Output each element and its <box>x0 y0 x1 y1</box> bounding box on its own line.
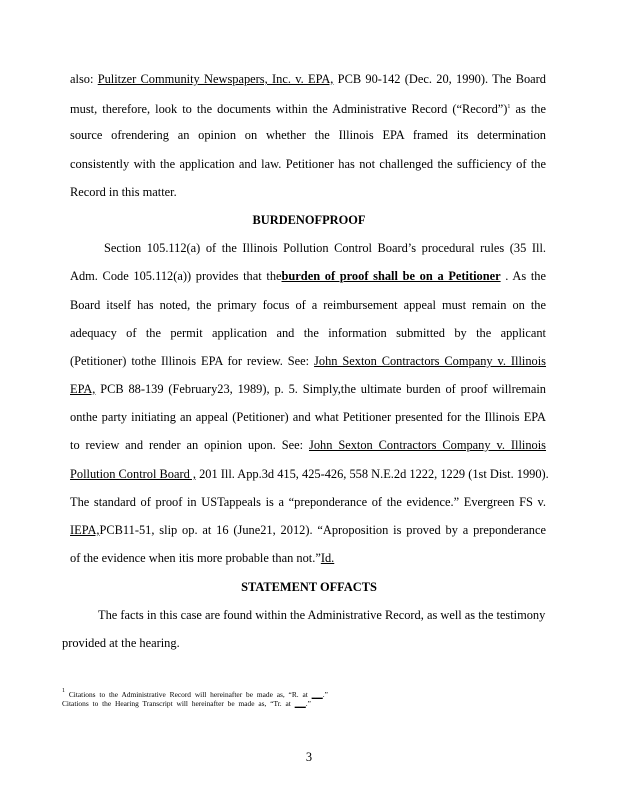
p3-line-1: The facts in this case are found within the Administrative Record, as well as the testimony <box>98 608 546 622</box>
case-citation: EPA, <box>70 382 96 396</box>
footnote-ref: 1 <box>507 104 511 110</box>
p2-line-5: (Petitioner) tothe Illinois EPA for review. See: John Sexton Contractors Company v. Illinois <box>70 354 547 368</box>
p1-line-3: source ofrendering an opinion on whether the Illinois EPA framed its determination <box>70 128 546 142</box>
case-citation: Pollution Control Board , <box>70 467 196 481</box>
case-citation: IEPA, <box>70 523 100 537</box>
p2-line-1: Section 105.112(a) of the Illinois Pollution Control Board’s procedural rules (35 Ill. <box>104 241 546 255</box>
p2-line-12: of the evidence when itis more probable than not.”Id. <box>70 551 335 565</box>
case-citation: Id. <box>320 551 335 565</box>
p2-line-3: Board itself has noted, the primary focus of a reimbursement appeal must remain on the <box>70 298 546 312</box>
p2-line-9: Pollution Control Board , 201 Ill. App.3d 415, 425-426, 558 N.E.2d 1222, 1229 (1st Dist. 1990). <box>70 467 549 481</box>
p2-line-8: to review and render an opinion upon. See: John Sexton Contractors Company v. Illinois <box>70 438 547 452</box>
footnote-mark: 1 <box>62 688 65 694</box>
p1-line-4: consistently with the application and law. Petitioner has not challenged the sufficiency of the <box>70 157 546 171</box>
p2-line-11: IEPA,PCB11-51, slip op. at 16 (June21, 2012). “Aproposition is proved by a preponderance <box>70 523 546 537</box>
p2-line-10: The standard of proof in USTappeals is a “preponderance of the evidence.” Evergreen FS v. <box>70 495 546 509</box>
section-heading-burden: BURDENOFPROOF <box>252 213 366 227</box>
footnote-line-1: $^1$ Citations to the Administrative Record will hereinafter be made as, “R. at ___.” <box>62 688 328 699</box>
p1-line-2: must, therefore, look to the documents within the Administrative Record (“Record”)$^1$ as the <box>70 102 546 116</box>
case-citation: Pulitzer Community Newspapers, Inc. v. EPA, <box>97 72 334 86</box>
p2-line-2: Adm. Code 105.112(a)) provides that theburden of proof shall be on a Petitioner . As the <box>70 269 546 283</box>
p3-line-2: provided at the hearing. <box>62 636 180 650</box>
p2-line-7: onthe party initiating an appeal (Petitioner) and what Petitioner presented for the Illinois EPA <box>70 410 546 424</box>
p1-line-1: also: Pulitzer Community Newspapers, Inc. v. EPA, PCB 90-142 (Dec. 20, 1990). The Board <box>70 72 546 86</box>
page-number: 3 <box>305 750 313 764</box>
p1-line-5: Record in this matter. <box>70 185 177 199</box>
p2-line-6: EPA, PCB 88-139 (February23, 1989), p. 5. Simply,the ultimate burden of proof willremain <box>70 382 546 396</box>
burden-emphasis: burden of proof shall be on a Petitioner <box>281 269 501 283</box>
footnote-line-2: Citations to the Hearing Transcript will hereinafter be made as, “Tr. at ___.” <box>62 699 311 708</box>
section-heading-facts: STATEMENT OFFACTS <box>241 580 377 594</box>
case-citation: John Sexton Contractors Company v. Illinois <box>314 354 547 368</box>
p2-line-4: adequacy of the permit application and the information submitted by the applicant <box>70 326 546 340</box>
case-citation: John Sexton Contractors Company v. Illinois <box>309 438 547 452</box>
